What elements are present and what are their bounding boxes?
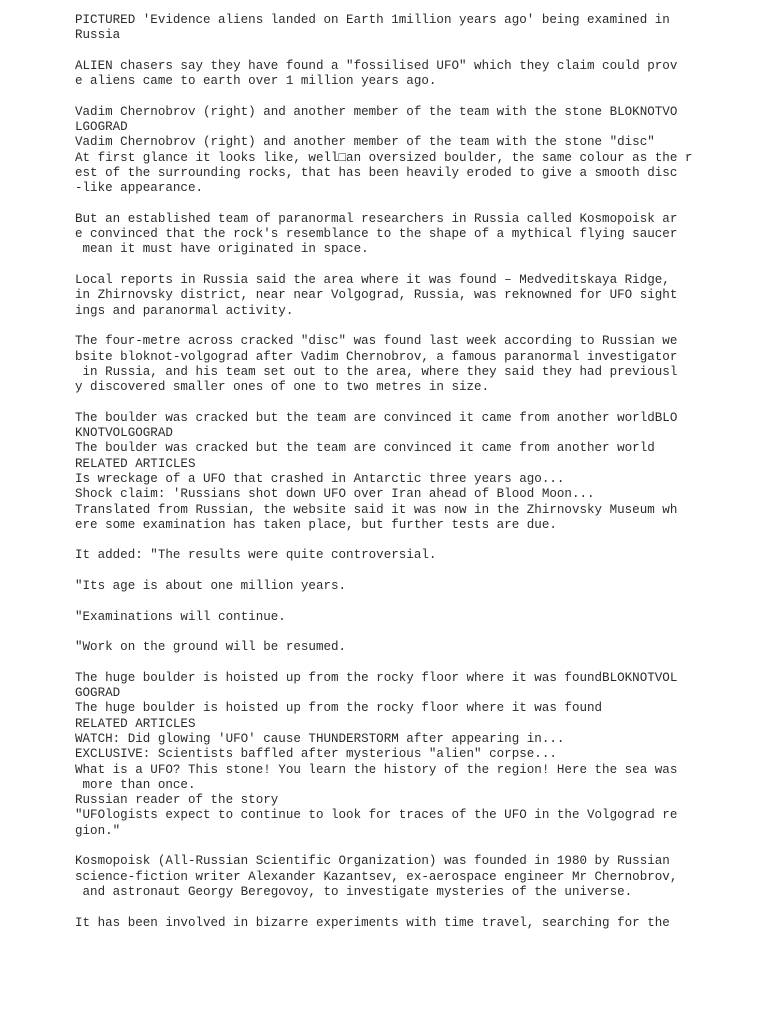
paragraph-gap xyxy=(75,319,695,334)
text-line: science-fiction writer Alexander Kazantsev, ex-aerospace engineer Mr Chernobrov, xyxy=(75,869,678,884)
text-line: e aliens came to earth over 1 million years ago. xyxy=(75,74,437,89)
text-line: At first glance it looks like, well□an oversized boulder, the same colour as the r xyxy=(75,150,693,165)
paragraph xyxy=(75,854,695,900)
text-line: Kosmopoisk (All-Russian Scientific Organization) was founded in 1980 by Russian xyxy=(75,854,670,869)
paragraph-gap xyxy=(75,44,695,59)
text-line: Vadim Chernobrov (right) and another member of the team with the stone "disc" xyxy=(75,135,655,150)
text-line: "Work on the ground will be resumed. xyxy=(75,640,347,655)
text-line: Shock claim: 'Russians shot down UFO over Iran ahead of Blood Moon... xyxy=(75,487,595,502)
paragraph xyxy=(75,579,695,594)
text-line: It added: "The results were quite controversial. xyxy=(75,548,437,563)
text-line: and astronaut Georgy Beregovoy, to investigate mysteries of the universe. xyxy=(75,884,633,899)
paragraph xyxy=(75,916,695,931)
paragraph xyxy=(75,640,695,655)
text-line: WATCH: Did glowing 'UFO' cause THUNDERSTORM after appearing in... xyxy=(75,731,565,746)
text-line: mean it must have originated in space. xyxy=(75,242,369,257)
paragraph xyxy=(75,13,695,44)
text-line: "UFOlogists expect to continue to look for traces of the UFO in the Volgograd re xyxy=(75,808,678,823)
text-line: The boulder was cracked but the team are convinced it came from another worldBLO xyxy=(75,410,678,425)
paragraph-gap xyxy=(75,655,695,670)
text-line: The boulder was cracked but the team are convinced it came from another world xyxy=(75,441,655,456)
text-line: e convinced that the rock's resemblance to the shape of a mythical flying saucer xyxy=(75,227,678,242)
text-line: Russian reader of the story xyxy=(75,793,279,808)
text-line: KNOTVOLGOGRAD xyxy=(75,426,173,441)
text-line: What is a UFO? This stone! You learn the history of the region! Here the sea was xyxy=(75,762,678,777)
text-line: Russia xyxy=(75,28,121,43)
paragraph-gap xyxy=(75,395,695,410)
text-line: PICTURED 'Evidence aliens landed on Earth 1million years ago' being examined in xyxy=(75,13,670,27)
text-line: ere some examination has taken place, but further tests are due. xyxy=(75,517,557,532)
text-line: ALIEN chasers say they have found a "fossilised UFO" which they claim could prov xyxy=(75,58,678,73)
text-line: Vadim Chernobrov (right) and another member of the team with the stone BLOKNOTVO xyxy=(75,104,678,119)
paragraph xyxy=(75,671,695,839)
paragraph-gap xyxy=(75,533,695,548)
paragraph xyxy=(75,105,695,197)
text-line: in Zhirnovsky district, near near Volgograd, Russia, was reknowned for UFO sight xyxy=(75,288,678,303)
paragraph xyxy=(75,610,695,625)
text-line: y discovered smaller ones of one to two metres in size. xyxy=(75,380,490,395)
text-line: The huge boulder is hoisted up from the rocky floor where it was foundBLOKNOTVOL xyxy=(75,670,678,685)
text-line: gion." xyxy=(75,823,121,838)
text-line: "Its age is about one million years. xyxy=(75,578,347,593)
paragraph xyxy=(75,411,695,533)
text-line: ings and paranormal activity. xyxy=(75,303,294,318)
text-line: But an established team of paranormal researchers in Russia called Kosmopoisk ar xyxy=(75,211,678,226)
paragraph-gap xyxy=(75,258,695,273)
paragraph xyxy=(75,548,695,563)
text-line: est of the surrounding rocks, that has been heavily eroded to give a smooth disc xyxy=(75,165,678,180)
document-text xyxy=(75,13,695,931)
paragraph-gap xyxy=(75,197,695,212)
text-line: Translated from Russian, the website said it was now in the Zhirnovsky Museum wh xyxy=(75,502,678,517)
text-line: The four-metre across cracked "disc" was found last week according to Russian we xyxy=(75,334,678,349)
paragraph-gap xyxy=(75,625,695,640)
text-line: RELATED ARTICLES xyxy=(75,456,196,471)
text-line: Is wreckage of a UFO that crashed in Antarctic three years ago... xyxy=(75,471,565,486)
paragraph xyxy=(75,273,695,319)
paragraph-gap xyxy=(75,564,695,579)
text-line: more than once. xyxy=(75,777,196,792)
text-line: -like appearance. xyxy=(75,181,203,196)
paragraph xyxy=(75,212,695,258)
text-line: RELATED ARTICLES xyxy=(75,716,196,731)
paragraph-gap xyxy=(75,89,695,104)
text-line: It has been involved in bizarre experiments with time travel, searching for the xyxy=(75,915,670,930)
paragraph xyxy=(75,334,695,395)
text-line: EXCLUSIVE: Scientists baffled after mysterious "alien" corpse... xyxy=(75,747,557,762)
paragraph-gap xyxy=(75,900,695,915)
paragraph-gap xyxy=(75,839,695,854)
text-line: Local reports in Russia said the area where it was found – Medveditskaya Ridge, xyxy=(75,273,670,288)
text-line: bsite bloknot-volgograd after Vadim Chernobrov, a famous paranormal investigator xyxy=(75,349,678,364)
paragraph-gap xyxy=(75,594,695,609)
text-line: LGOGRAD xyxy=(75,120,128,135)
text-line: GOGRAD xyxy=(75,686,121,701)
text-line: "Examinations will continue. xyxy=(75,609,286,624)
text-line: in Russia, and his team set out to the area, where they said they had previousl xyxy=(75,364,678,379)
paragraph xyxy=(75,59,695,90)
text-line: The huge boulder is hoisted up from the rocky floor where it was found xyxy=(75,701,603,716)
